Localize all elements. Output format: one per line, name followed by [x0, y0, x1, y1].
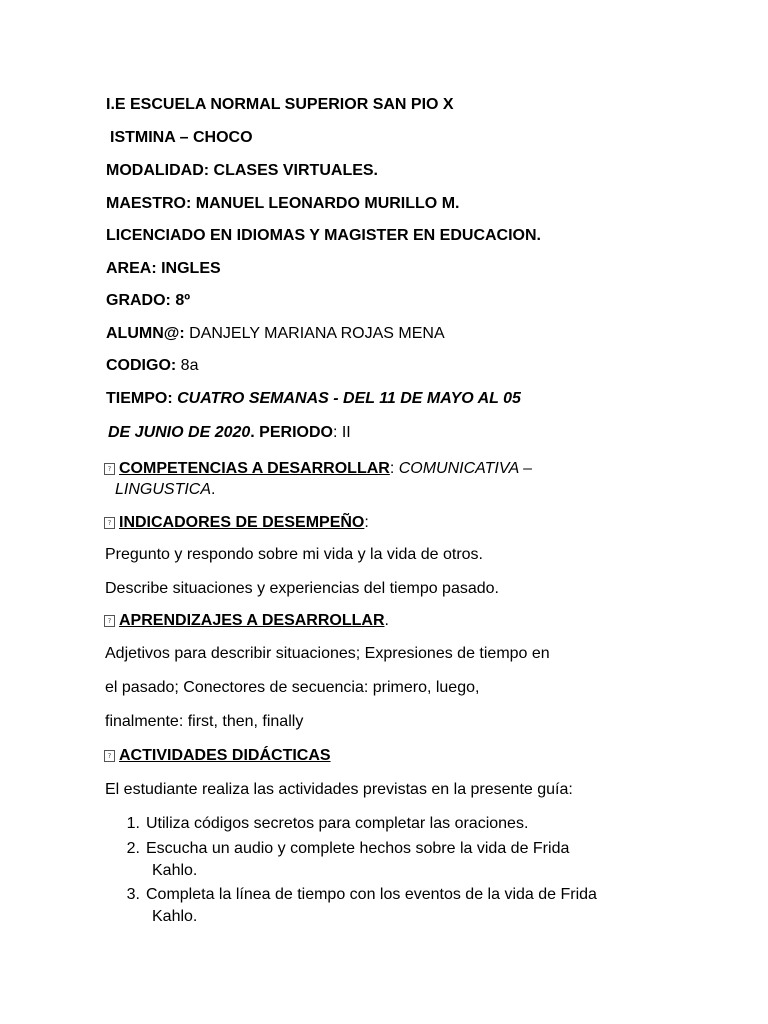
indicador-item: Pregunto y respondo sobre mi vida y la vida de otros.: [105, 546, 483, 563]
aprendizajes-line: Adjetivos para describir situaciones; Expresiones de tiempo en: [105, 645, 550, 662]
area: AREA: INGLES: [106, 260, 221, 277]
aprendizajes-heading: ? APRENDIZAJES A DESARROLLAR.: [104, 611, 389, 631]
actividades-heading: [104, 746, 331, 766]
bullet-icon: ?: [104, 463, 115, 475]
list-item: [118, 839, 569, 859]
actividades-intro: El estudiante realiza las actividades previstas en la presente guía:: [105, 781, 573, 798]
tiempo-value-2: DE JUNIO DE 2020: [108, 424, 251, 441]
tiempo-line-2: [108, 423, 351, 443]
codigo: [106, 356, 198, 376]
alumno-label: ALUMN@:: [106, 325, 185, 342]
periodo-value: : II: [332, 424, 351, 441]
tiempo-value-1: CUATRO SEMANAS - DEL 11 DE MAYO AL 05: [172, 390, 521, 407]
competencias-label: COMPETENCIAS A DESARROLLAR: [119, 460, 390, 477]
codigo-value: 8a: [176, 357, 199, 374]
list-text: Utiliza códigos secretos para completar las oraciones.: [146, 815, 529, 832]
maestro: MAESTRO: MANUEL LEONARDO MURILLO M.: [106, 195, 460, 212]
bullet-icon: ?: [104, 517, 115, 529]
list-item: [118, 885, 597, 905]
competencias-heading: ? COMPETENCIAS A DESARROLLAR: COMUNICATIVA –: [104, 459, 532, 479]
aprendizajes-line: el pasado; Conectores de secuencia: primero, luego,: [105, 679, 480, 696]
list-number: 1.: [126, 815, 140, 832]
titulo: LICENCIADO EN IDIOMAS Y MAGISTER EN EDUCACION.: [106, 227, 541, 244]
list-text-continuation: Kahlo.: [152, 862, 198, 879]
modalidad: MODALIDAD: CLASES VIRTUALES.: [106, 162, 378, 179]
school-name: I.E ESCUELA NORMAL SUPERIOR SAN PIO X: [106, 96, 454, 113]
indicador-item: Describe situaciones y experiencias del tiempo pasado.: [105, 580, 499, 597]
tiempo-line-1: [106, 389, 521, 409]
list-text-continuation: Kahlo.: [152, 908, 198, 925]
competencias-line-2: LINGUSTICA.: [115, 481, 216, 498]
competencias-value-1: COMUNICATIVA –: [398, 460, 533, 477]
competencias-value-2: LINGUSTICA: [115, 481, 212, 498]
list-number: 3.: [126, 886, 140, 903]
city: ISTMINA – CHOCO: [110, 129, 253, 146]
list-number: 2.: [126, 840, 140, 857]
actividades-label: ACTIVIDADES DIDÁCTICAS: [119, 747, 331, 764]
list-text: Completa la línea de tiempo con los eventos de la vida de Frida: [146, 886, 597, 903]
indicadores-label: INDICADORES DE DESEMPEÑO: [119, 514, 365, 531]
tiempo-label: TIEMPO:: [106, 390, 173, 407]
bullet-icon: ?: [104, 615, 115, 627]
grado: GRADO: 8º: [106, 292, 191, 309]
codigo-label: CODIGO:: [106, 357, 177, 374]
alumno: [106, 324, 445, 344]
aprendizajes-line: finalmente: first, then, finally: [105, 713, 304, 730]
alumno-value: DANJELY MARIANA ROJAS MENA: [184, 325, 445, 342]
aprendizajes-label: APRENDIZAJES A DESARROLLAR: [119, 612, 385, 629]
list-item: [118, 814, 528, 834]
list-text: Escucha un audio y complete hechos sobre la vida de Frida: [146, 840, 570, 857]
bullet-icon: ?: [104, 750, 115, 762]
periodo-label: . PERIODO: [250, 424, 333, 441]
indicadores-heading: ? INDICADORES DE DESEMPEÑO:: [104, 513, 369, 533]
